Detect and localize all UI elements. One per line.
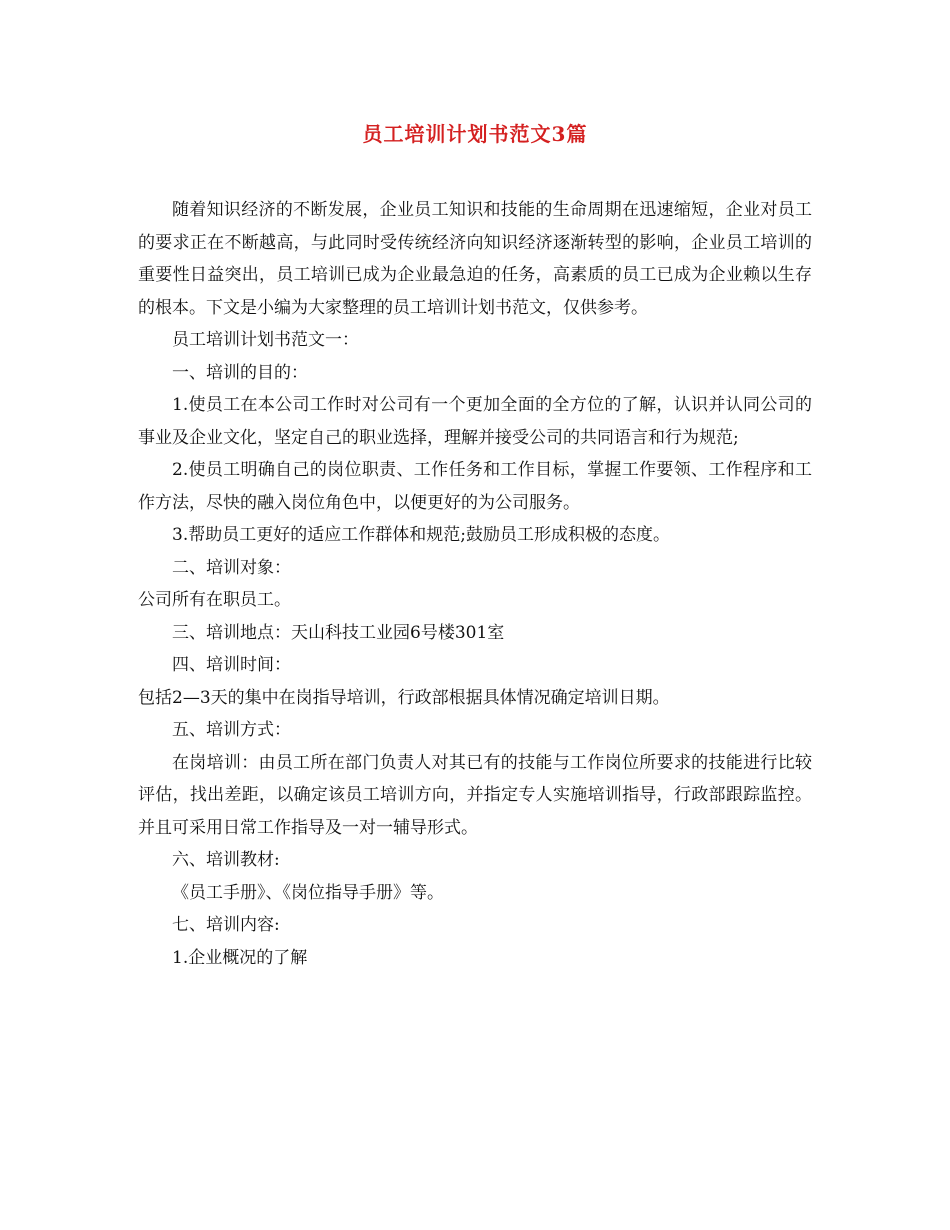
document-body [138,194,812,974]
paragraph: 1.使员工在本公司工作时对公司有一个更加全面的全方位的了解，认识并认同公司的事业及企业文化，坚定自己的职业选择，理解并接受公司的共同语言和行为规范; [138,395,812,448]
paragraph: 随着知识经济的不断发展，企业员工知识和技能的生命周期在迅速缩短，企业对员工的要求正在不断越高，与此同时受传统经济向知识经济逐渐转型的影响，企业员工培训的重要性日益突出，员工培训已成为企业最急迫的任务，高素质的员工已成为企业赖以生存的根本。下文是小编为大家整理的员工培训计划书范文，仅供参考。 [138,200,812,318]
page-title: 员工培训计划书范文3篇 [362,122,588,146]
paragraph: 四、培训时间： [172,655,291,675]
paragraph: 三、培训地点：天山科技工业园6号楼301室 [172,622,505,643]
paragraph: 3.帮助员工更好的适应工作群体和规范;鼓励员工形成积极的态度。 [172,525,670,545]
paragraph: 一、培训的目的： [172,362,308,383]
paragraph: 公司所有在职员工。 [138,590,291,610]
paragraph: 1.企业概况的了解 [172,947,308,968]
paragraph: 2.使员工明确自己的岗位职责、工作任务和工作目标，掌握工作要领、工作程序和工作方法，尽快的融入岗位角色中，以便更好的为公司服务。 [138,460,812,513]
paragraph: 七、培训内容: [172,915,280,935]
paragraph: 六、培训教材: [172,850,280,870]
paragraph: 《员工手册》、《岗位指导手册》等。 [172,882,444,903]
paragraph: 二、培训对象： [172,557,291,578]
paragraph: 包括2—3天的集中在岗指导培训，行政部根据具体情况确定培训日期。 [138,687,670,708]
paragraph: 员工培训计划书范文一： [172,330,359,350]
paragraph: 五、培训方式： [172,720,291,740]
paragraph: 在岗培训：由员工所在部门负责人对其已有的技能与工作岗位所要求的技能进行比较评估，找出差距，以确定该员工培训方向，并指定专人实施培训指导，行政部跟踪监控。并且可采用日常工作指导及一对一辅导形式。 [138,752,812,838]
